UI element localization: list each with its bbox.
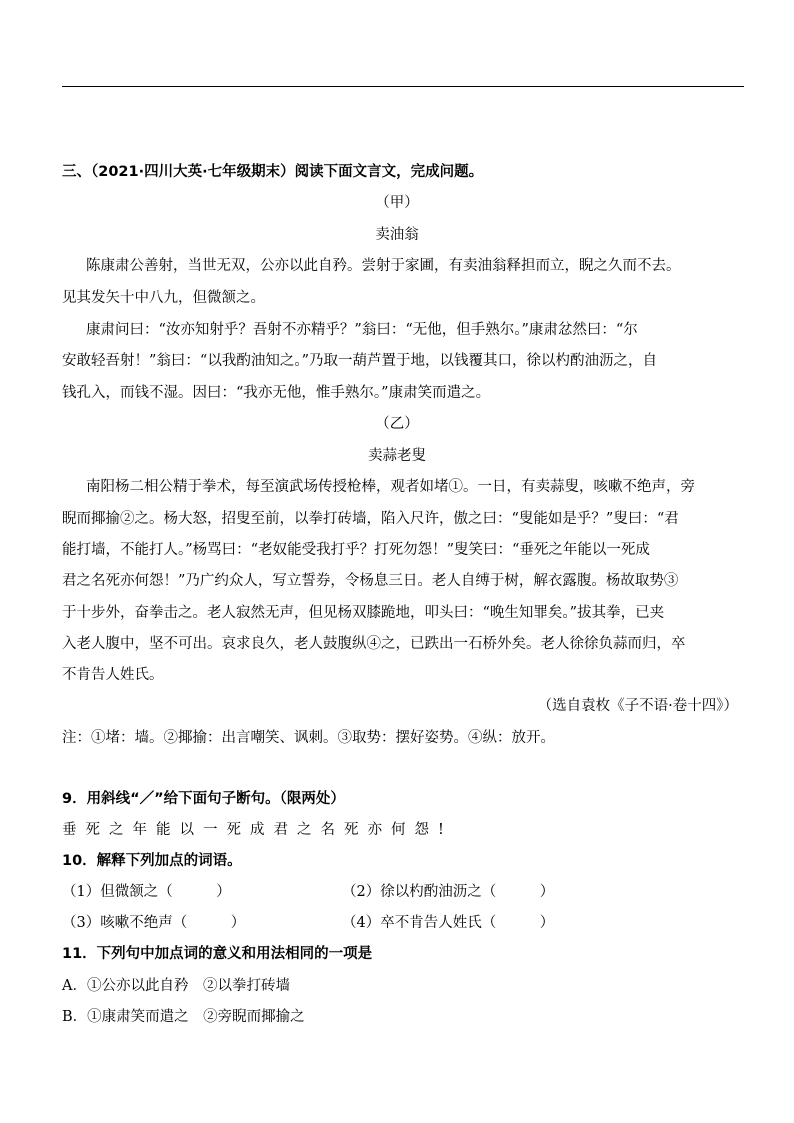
passage-line: 能打墙，不能打人。”杨骂曰：“老奴能受我打乎？打死勿怨！”叟笑曰：“垂死之年能以一死成 xyxy=(62,542,650,558)
passage-line: 不肯告人姓氏。 xyxy=(62,667,164,683)
passage-line: 于十步外，奋拳击之。老人寂然无声，但见杨双膝跪地，叩头曰：“晚生知罪矣。”拔其拳，已夹 xyxy=(62,605,665,621)
passage-line: 入老人腹中，坚不可出。哀求良久，老人鼓腹纵④之，已跌出一石桥外矣。老人徐徐负蒜而归，卒 xyxy=(62,636,686,652)
question-11-option-a: A．①公亦以此自矜 ②以拳打砖墙 xyxy=(62,978,290,994)
part-a-label: （甲） xyxy=(375,195,419,211)
question-10-item: （4）卒不肯告人姓氏（ ） xyxy=(342,915,555,931)
source-citation: （选自袁枚《子不语·卷十四》） xyxy=(537,698,738,714)
header-rule xyxy=(62,86,744,87)
passage-line: 陈康肃公善射，当世无双，公亦以此自矜。尝射于家圃，有卖油翁释担而立，睨之久而不去。 xyxy=(86,258,681,274)
question-10-item: （3）咳嗽不绝声（ ） xyxy=(62,915,246,931)
question-9-sentence: 垂死之年能以一死成君之名死亦何怨! xyxy=(62,822,453,838)
question-10-title: 10．解释下列加点的词语。 xyxy=(62,853,242,869)
passage-line: 睨而揶揄②之。杨大怒，招叟至前，以拳打砖墙，陷入尺许，傲之曰：“叟能如是乎？”叟曰：“君 xyxy=(62,511,679,527)
part-b-title: 卖蒜老叟 xyxy=(368,448,426,464)
section-heading: 三、（2021·四川大英·七年级期末）阅读下面文言文，完成问题。 xyxy=(62,164,484,180)
passage-line: 南阳杨二相公精于拳术，每至演武场传授枪棒，观者如堵①。一日，有卖蒜叟，咳嗽不绝声，旁 xyxy=(86,479,695,495)
footnotes: 注：①堵：墙。②揶揄：出言嘲笑、讽刺。③取势：摆好姿势。④纵：放开。 xyxy=(62,730,555,746)
part-b-label: （乙） xyxy=(375,416,419,432)
passage-line: 见其发矢十中八九，但微颔之。 xyxy=(62,290,265,306)
question-10-item: （2）徐以杓酌油沥之（ ） xyxy=(342,884,555,900)
passage-line: 君之名死亦何怨！”乃广约众人，写立誓券，令杨息三日。老人自缚于树，解衣露腹。杨故取势③ xyxy=(62,573,679,589)
question-11-option-b: B．①康肃笑而遣之 ②旁睨而揶揄之 xyxy=(62,1009,305,1025)
passage-line: 安敢轻吾射！”翁曰：“以我酌油知之。”乃取一葫芦置于地，以钱覆其口，徐以杓酌油沥之，自 xyxy=(62,353,657,369)
question-11-title: 11．下列句中加点词的意义和用法相同的一项是 xyxy=(62,946,373,962)
passage-line: 钱孔入，而钱不湿。因曰：“我亦无他，惟手熟尔。”康肃笑而遣之。 xyxy=(62,385,491,401)
passage-line: 康肃问曰：“汝亦知射乎？吾射不亦精乎？”翁曰：“无他，但手熟尔。”康肃忿然曰：“尔 xyxy=(86,322,638,338)
part-a-title: 卖油翁 xyxy=(375,227,419,243)
question-10-item: （1）但微颔之（ ） xyxy=(62,884,231,900)
question-9-title: 9．用斜线“／”给下面句子断句。（限两处） xyxy=(62,791,345,807)
